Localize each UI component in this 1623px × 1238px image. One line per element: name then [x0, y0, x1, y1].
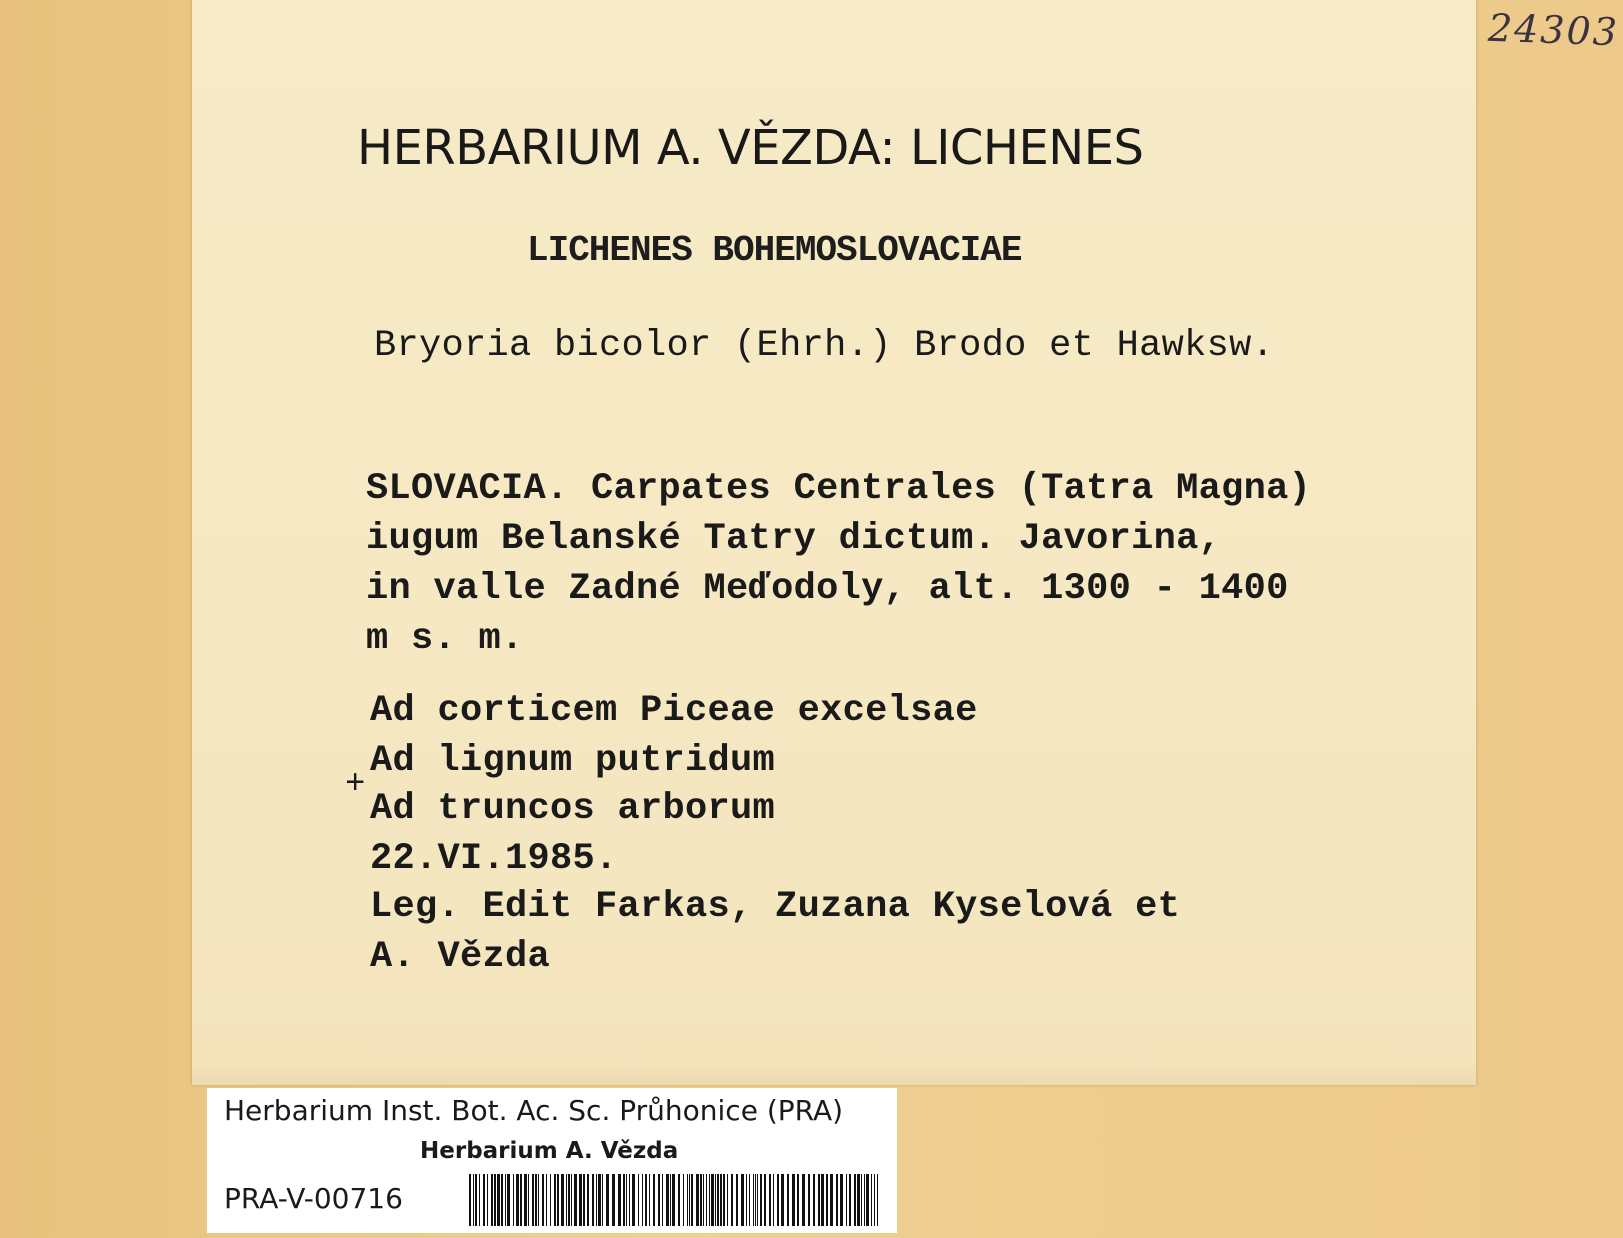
substrate-line: Ad corticem Piceae excelsae [370, 690, 978, 732]
collection-name: Herbarium A. Vězda [420, 1138, 679, 1164]
locality-line: SLOVACIA. Carpates Centrales (Tatra Magna) [366, 468, 1312, 510]
institution-name: Herbarium Inst. Bot. Ac. Sc. Průhonice (PRA) [224, 1094, 844, 1127]
series-title: LICHENES BOHEMOSLOVACIAE [527, 230, 1022, 271]
substrate-line: Ad truncos arborum [370, 788, 776, 830]
pra-institution-label [207, 1088, 897, 1233]
collectors-line: Leg. Edit Farkas, Zuzana Kyselová et [370, 886, 1181, 928]
substrate-line-marked: Ad lignum putridum [370, 740, 776, 782]
barcode-icon [469, 1174, 883, 1226]
label-heading: HERBARIUM A. VĚZDA: LICHENES [357, 120, 1144, 176]
substrate-marker: + [345, 766, 366, 804]
locality-line: iugum Belanské Tatry dictum. Javorina, [366, 518, 1222, 560]
handwritten-accession-number: 24303 [1487, 5, 1620, 55]
specimen-id: PRA-V-00716 [224, 1182, 403, 1215]
taxon-name: Bryoria bicolor (Ehrh.) Brodo et Hawksw. [374, 325, 1275, 367]
collectors-line: A. Vězda [370, 936, 551, 978]
locality-line: in valle Zadné Meďodoly, alt. 1300 - 1400 [366, 568, 1289, 610]
locality-line: m s. m. [366, 618, 524, 660]
collection-date: 22.VI.1985. [370, 838, 618, 880]
